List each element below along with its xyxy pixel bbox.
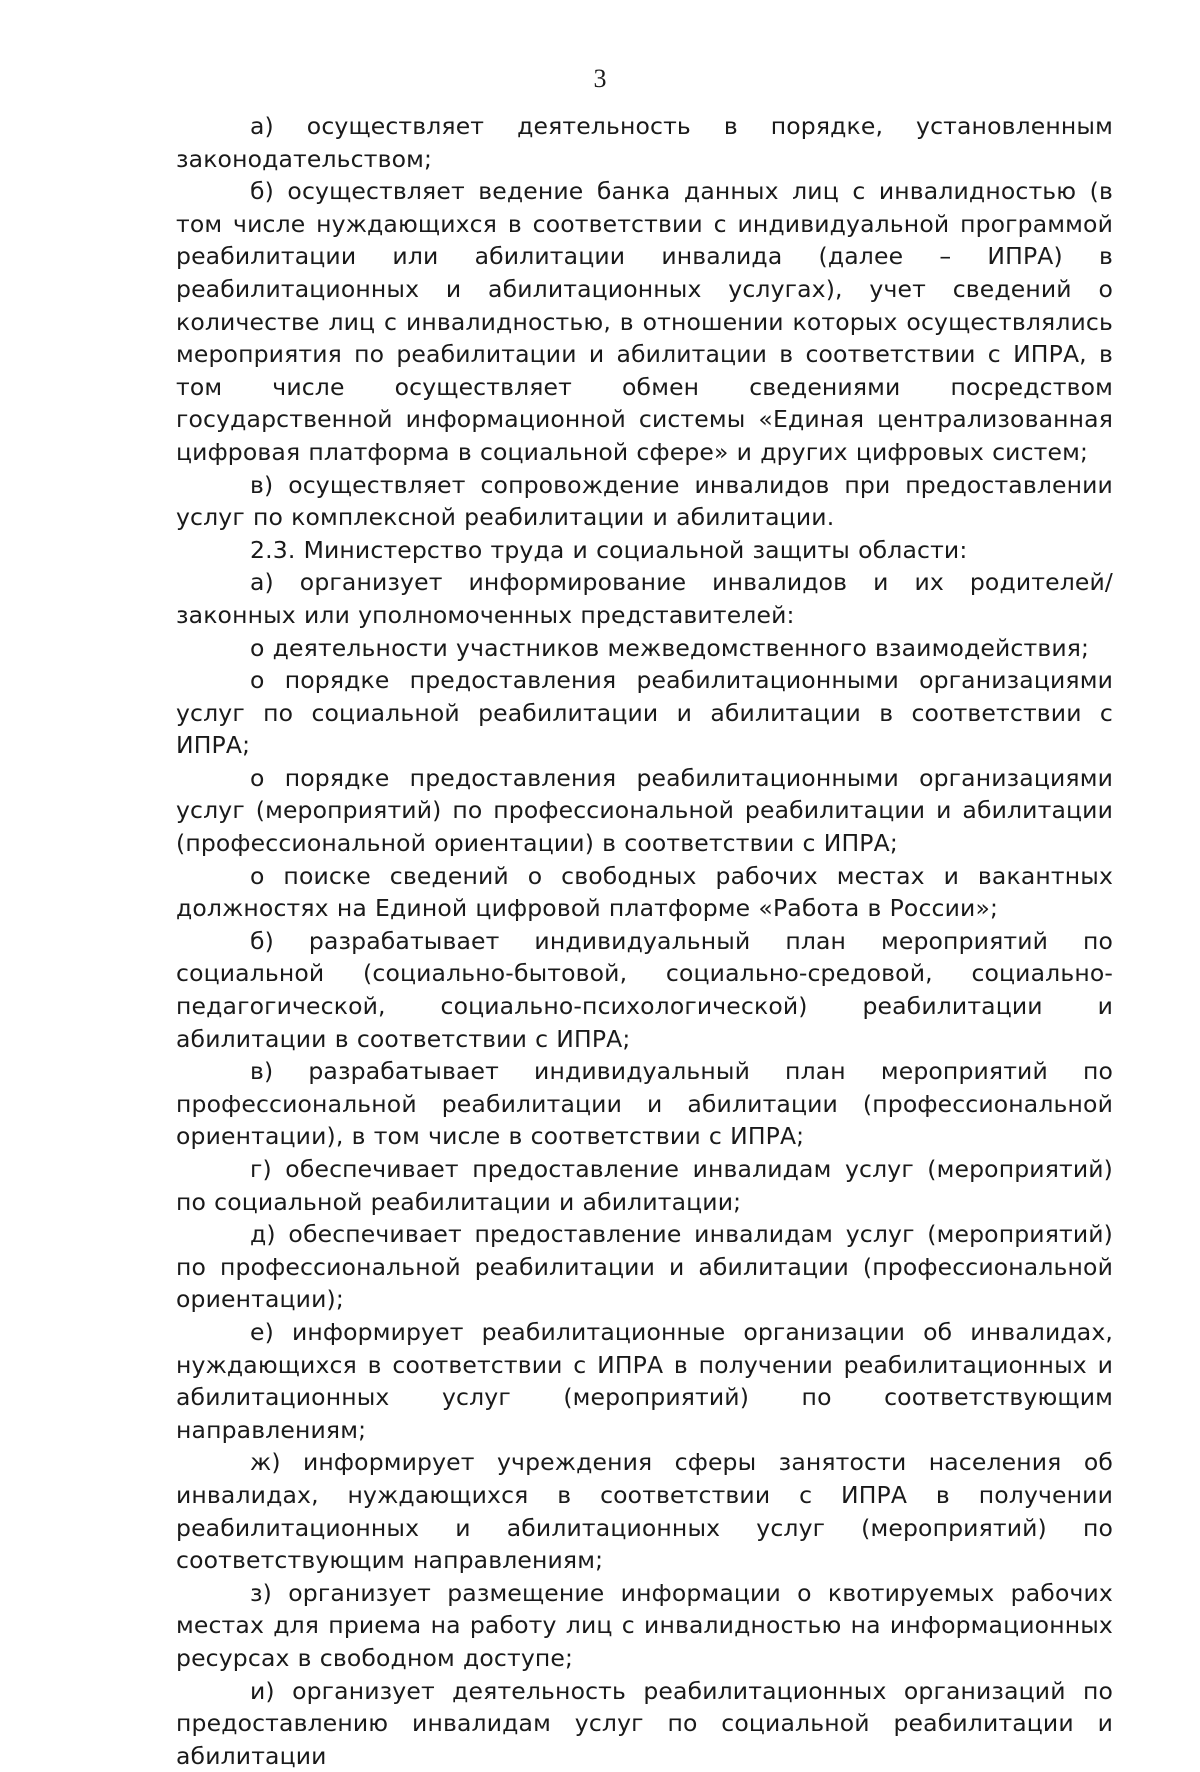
subitem-social-rehab: о порядке предоставления реабилитационными организациями услуг по социальной реабилитации и абилитации в соответствии с ИПРА; bbox=[176, 664, 1113, 762]
paragraph-2b: б) разрабатывает индивидуальный план мероприятий по социальной (социально-бытовой, социально-средовой, социально-педагогической, социально-психологической) реабилитации и абилитации в соответствии с ИПРА; bbox=[176, 925, 1113, 1055]
paragraph-2zh: ж) информирует учреждения сферы занятости населения об инвалидах, нуждающихся в соответствии с ИПРА в получении реабилитационных и абилитационных услуг (мероприятий) по соответствующим направлениям; bbox=[176, 1446, 1113, 1576]
paragraph-2d: д) обеспечивает предоставление инвалидам услуг (мероприятий) по профессиональной реабилитации и абилитации (профессиональной ориентации); bbox=[176, 1218, 1113, 1316]
document-body bbox=[176, 110, 1113, 1772]
page-number: 3 bbox=[0, 64, 1200, 94]
subitem-professional-rehab: о порядке предоставления реабилитационными организациями услуг (мероприятий) по профессиональной реабилитации и абилитации (профессиональной ориентации) в соответствии с ИПРА; bbox=[176, 762, 1113, 860]
paragraph-2v: в) разрабатывает индивидуальный план мероприятий по профессиональной реабилитации и абилитации (профессиональной ориентации), в том числе в соответствии с ИПРА; bbox=[176, 1055, 1113, 1153]
paragraph-2a: а) организует информирование инвалидов и их родителей/законных или уполномоченных представителей: bbox=[176, 566, 1113, 631]
paragraph-2i: и) организует деятельность реабилитационных организаций по предоставлению инвалидам услуг по социальной реабилитации и абилитации bbox=[176, 1675, 1113, 1772]
section-heading-2-3: 2.3. Министерство труда и социальной защиты области: bbox=[176, 534, 1113, 567]
paragraph-2e: е) информирует реабилитационные организации об инвалидах, нуждающихся в соответствии с ИПРА в получении реабилитационных и абилитационных услуг (мероприятий) по соответствующим направлениям; bbox=[176, 1316, 1113, 1446]
paragraph-1b: б) осуществляет ведение банка данных лиц с инвалидностью (в том числе нуждающихся в соответствии с индивидуальной программой реабилитации или абилитации инвалида (далее – ИПРА) в реабилитационных и абилитационных услугах), учет сведений о количестве лиц с инвалидностью, в отношении которых осуществлялись мероприятия по реабилитации и абилитации в соответствии с ИПРА, в том числе осуществляет обмен сведениями посредством государственной информационной системы «Единая централизованная цифровая платформа в социальной сфере» и других цифровых систем; bbox=[176, 175, 1113, 468]
paragraph-2z: з) организует размещение информации о квотируемых рабочих местах для приема на работу лиц с инвалидностью на информационных ресурсах в свободном доступе; bbox=[176, 1577, 1113, 1675]
subitem-participants: о деятельности участников межведомственного взаимодействия; bbox=[176, 632, 1113, 665]
paragraph-1a: а) осуществляет деятельность в порядке, установленным законодательством; bbox=[176, 110, 1113, 175]
paragraph-2g: г) обеспечивает предоставление инвалидам услуг (мероприятий) по социальной реабилитации и абилитации; bbox=[176, 1153, 1113, 1218]
subitem-vacancies: о поиске сведений о свободных рабочих местах и вакантных должностях на Единой цифровой платформе «Работа в России»; bbox=[176, 860, 1113, 925]
paragraph-1v: в) осуществляет сопровождение инвалидов при предоставлении услуг по комплексной реабилитации и абилитации. bbox=[176, 469, 1113, 534]
